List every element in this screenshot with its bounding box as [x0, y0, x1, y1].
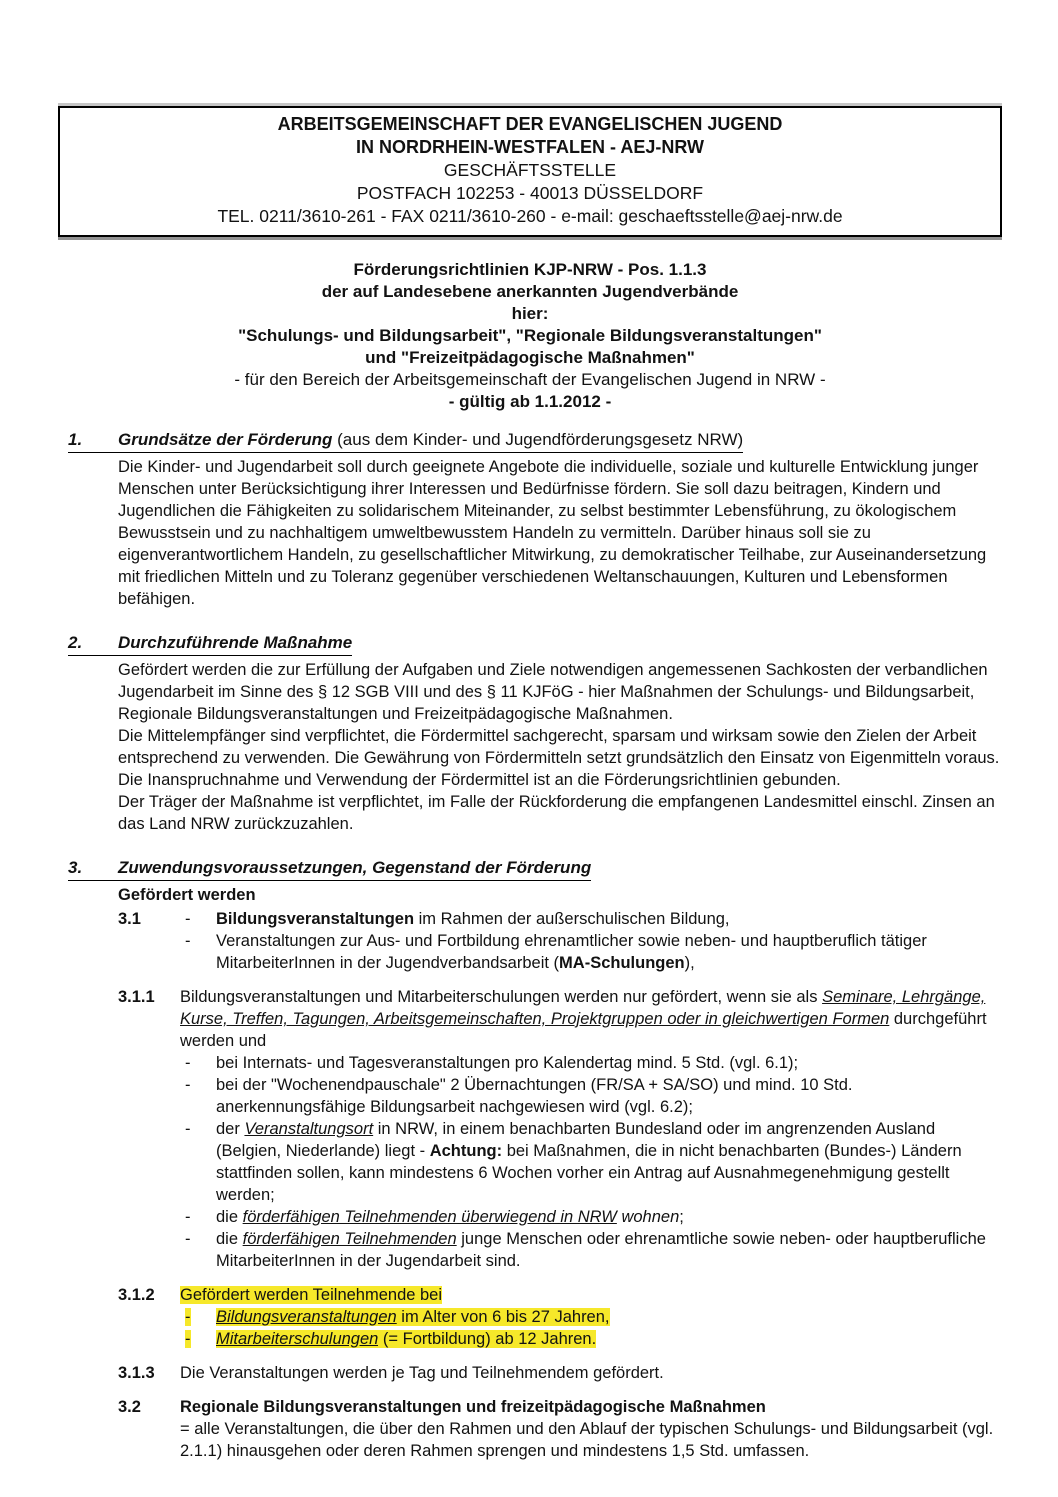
bullet-dash	[180, 1306, 216, 1328]
bullet-dash: -	[185, 932, 191, 950]
section-1-title: Grundsätze der Förderung	[118, 430, 333, 449]
section-1-number: 1.	[68, 430, 83, 449]
subsection-3-2	[118, 1396, 1002, 1462]
bullet-dash: -	[185, 1054, 191, 1072]
bullet-dash-glyph: -	[185, 1308, 191, 1326]
list-item-text	[216, 1206, 1002, 1228]
doc-title-line-2: der auf Landesebene anerkannten Jugendverbände	[321, 282, 739, 301]
subsection-3-1-number: 3.1	[118, 910, 141, 928]
letterhead-org-name: ARBEITSGEMEINSCHAFT DER EVANGELISCHEN JUGEND	[277, 114, 783, 134]
letterhead-box	[58, 106, 1002, 237]
doc-title-block	[58, 259, 1002, 413]
subsection-3-1-1-body	[180, 986, 1002, 1272]
subsection-3-1-2	[118, 1284, 1002, 1350]
section-2-paragraph-2: Die Mittelempfänger sind verpflichtet, die Fördermittel sachgerecht, sparsam und wirksam sowie den Zielen der Arbeit entsprechend zu verwenden. Die Gewährung von Fördermitteln setzt grundsätzlich den Einsatz von Eigenmitteln voraus.	[118, 727, 1000, 767]
list-item-text	[216, 1052, 1002, 1074]
text-segment: ;	[679, 1208, 684, 1226]
section-3-title: Zuwendungsvoraussetzungen, Gegenstand der Förderung	[118, 858, 592, 877]
text-segment: Achtung:	[429, 1142, 503, 1160]
list-item	[180, 1118, 1002, 1206]
section-2-body	[118, 659, 1002, 835]
subsection-3-1-3-text: Die Veranstaltungen werden je Tag und Teilnehmendem gefördert.	[180, 1364, 664, 1382]
section-1-title-suffix: (aus dem Kinder- und Jugendförderungsgesetz NRW)	[332, 430, 744, 449]
list-item	[180, 1228, 1002, 1272]
subsection-3-1-1-number: 3.1.1	[118, 988, 155, 1006]
list-item-text	[216, 1306, 1002, 1328]
section-2-paragraph-4: Der Träger der Maßnahme ist verpflichtet, im Falle der Rückforderung die empfangenen Landesmittel einschl. Zinsen an das Land NRW zurückzuzahlen.	[118, 793, 995, 833]
text-segment: förderfähigen Teilnehmenden überwiegend in NRW	[242, 1208, 617, 1226]
bullet-dash: -	[185, 1208, 191, 1226]
subsection-3-1-3-number: 3.1.3	[118, 1364, 155, 1382]
subsection-3-1-1-list	[180, 1052, 1002, 1272]
text-segment: junge Menschen oder ehrenamtliche sowie neben- oder hauptberufliche MitarbeiterInnen in der Jugendarbeit sind.	[216, 1230, 986, 1270]
section-3-heading-underline	[68, 857, 591, 881]
subsection-3-2-text: = alle Veranstaltungen, die über den Rahmen und den Ablauf der typischen Schulungs- und Bildungsarbeit (vgl. 2.1.1) hinausgehen oder deren Rahmen sprengen und mindestens 1,5 Std. umfassen.	[180, 1420, 994, 1460]
subsection-3-1	[118, 908, 1002, 974]
section-2-paragraph-1: Gefördert werden die zur Erfüllung der Aufgaben und Ziele notwendigen angemessenen Sachkosten der verbandlichen Jugendarbeit im Sinne des § 12 SGB VIII und des § 11 KJFöG - hier Maßnahmen der Schulungs- und Bildungsarbeit, Regionale Bildungsveranstaltungen und Freizeitpädagogische Maßnahmen.	[118, 661, 988, 723]
text-segment: förderfähigen Teilnehmenden	[242, 1230, 457, 1248]
text-segment: die	[216, 1230, 243, 1248]
list-item	[180, 908, 1002, 930]
section-2-number: 2.	[68, 633, 83, 652]
list-item-text	[216, 1074, 1002, 1118]
text-segment: (= Fortbildung) ab 12 Jahren.	[378, 1330, 597, 1348]
text-segment: MA-Schulungen	[559, 954, 685, 972]
doc-title-line-5: und "Freizeitpädagogische Maßnahmen"	[365, 348, 695, 367]
text-segment: der	[216, 1120, 245, 1138]
list-item	[180, 1052, 1002, 1074]
section-2	[68, 632, 1002, 835]
list-item-highlighted	[180, 1328, 1002, 1350]
bullet-dash-glyph: -	[185, 1330, 191, 1348]
subsection-3-2-body	[180, 1396, 1002, 1462]
bullet-dash: -	[185, 1120, 191, 1138]
letterhead-address: POSTFACH 102253 - 40013 DÜSSELDORF	[356, 183, 704, 203]
letterhead-office: GESCHÄFTSSTELLE	[443, 160, 617, 180]
bullet-dash: -	[185, 1230, 191, 1248]
highlighted-text: Gefördert werden Teilnehmende bei	[180, 1286, 443, 1304]
subsection-3-1-1	[118, 986, 1002, 1272]
section-3-intro: Gefördert werden	[118, 886, 256, 904]
list-item-text	[216, 1228, 1002, 1272]
text-segment: Bildungsveranstaltungen	[216, 1308, 397, 1326]
text-segment: durchgeführt werden und	[180, 1010, 987, 1050]
list-item-text	[216, 1328, 1002, 1350]
text-segment: in NRW, in einem benachbarten Bundesland oder im angrenzenden Ausland (Belgien, Niederlande) liegt -	[216, 1120, 936, 1160]
text-segment: im Rahmen der außerschulischen Bildung,	[414, 910, 730, 928]
subsection-3-1-2-list	[180, 1306, 1002, 1350]
text-segment: im Alter von 6 bis 27 Jahren,	[396, 1308, 610, 1326]
section-1-paragraph: Die Kinder- und Jugendarbeit soll durch geeignete Angebote die individuelle, soziale und kulturelle Entwicklung junger Menschen unter Berücksichtigung ihrer Interessen und Bedürfnisse fördern. Sie soll dazu beitragen, Kindern und Jugendlichen die Fähigkeiten zu solidarischem Miteinander, zu selbst bestimmter Lebensführung, zu ökologischem Bewusstsein und zu nachhaltigem umweltbewusstem Handeln zu vermitteln. Darüber hinaus soll sie zu eigenverantwortlichem Handeln, zu gesellschaftlicher Mitwirkung, zu demokratischer Teilhabe, zur Auseinandersetzung mit friedlichen Mitteln und zu Toleranz gegenüber verschiedenen Weltanschauungen, Kulturen und Lebensformen befähigen.	[118, 458, 987, 608]
list-item-text	[216, 930, 1002, 974]
doc-title-scope: - für den Bereich der Arbeitsgemeinschaft der Evangelischen Jugend in NRW -	[234, 370, 826, 389]
text-segment: Seminare, Lehrgänge, Kurse, Treffen, Tagungen, Arbeitsgemeinschaften, Projektgruppen oder in gleichwertigen Formen	[180, 988, 986, 1028]
list-item-highlighted	[180, 1306, 1002, 1328]
text-segment: bei Maßnahmen, die in nicht benachbarten (Bundes-) Ländern stattfinden sollen, kann mindestens 6 Wochen vorher ein Antrag auf Ausnahmegenehmigung gestellt werden;	[216, 1142, 962, 1204]
bullet-dash: -	[185, 1076, 191, 1094]
subsection-3-1-2-number: 3.1.2	[118, 1286, 155, 1304]
section-2-heading-underline	[68, 632, 352, 656]
subsection-3-1-list	[180, 908, 1002, 974]
list-item-text	[216, 908, 1002, 930]
subsection-3-2-title: Regionale Bildungsveranstaltungen und freizeitpädagogische Maßnahmen	[180, 1398, 766, 1416]
list-item-text	[216, 1118, 1002, 1206]
doc-title-validity: - gültig ab 1.1.2012 -	[448, 392, 612, 411]
text-segment: die	[216, 1208, 243, 1226]
bullet-dash	[180, 1328, 216, 1350]
list-item	[180, 930, 1002, 974]
letterhead-contact: TEL. 0211/3610-261 - FAX 0211/3610-260 - e-mail: geschaeftsstelle@aej-nrw.de	[217, 206, 843, 226]
text-segment: bei Internats- und Tagesveranstaltungen pro Kalendertag mind. 5 Std. (vgl. 6.1);	[216, 1054, 799, 1072]
section-3-body	[118, 884, 1002, 1462]
text-segment: Bildungsveranstaltungen und Mitarbeiterschulungen werden nur gefördert, wenn sie als	[180, 988, 823, 1006]
text-segment: Veranstaltungsort	[244, 1120, 374, 1138]
subsection-3-1-2-body	[180, 1284, 1002, 1350]
section-1-heading-underline	[68, 429, 743, 453]
section-1	[68, 429, 1002, 610]
doc-title-line-3: hier:	[511, 304, 549, 323]
subsection-3-1-1-intro	[180, 986, 1002, 1052]
section-2-heading	[68, 632, 1002, 656]
text-segment: Mitarbeiterschulungen	[216, 1330, 379, 1348]
section-3-heading	[68, 857, 1002, 881]
subsection-3-1-3	[118, 1362, 1002, 1384]
doc-title-line-1: Förderungsrichtlinien KJP-NRW - Pos. 1.1.3	[353, 260, 707, 279]
list-item	[180, 1074, 1002, 1118]
subsection-3-1-2-intro	[180, 1284, 1002, 1306]
text-segment: Bildungsveranstaltungen	[216, 910, 415, 928]
text-segment: bei der "Wochenendpauschale" 2 Übernachtungen (FR/SA + SA/SO) und mind. 10 Std. anerkennungsfähige Bildungsarbeit nachgewiesen wird (vgl. 6.2);	[216, 1076, 853, 1116]
doc-title-line-4: "Schulungs- und Bildungsarbeit", "Regionale Bildungsveranstaltungen"	[238, 326, 822, 345]
text-segment: Veranstaltungen zur Aus- und Fortbildung ehrenamtlicher sowie neben- und hauptberuflich tätiger MitarbeiterInnen in der Jugendverbandsarbeit (	[216, 932, 927, 972]
section-2-paragraph-3: Die Inanspruchnahme und Verwendung der Fördermittel ist an die Förderungsrichtlinien gebunden.	[118, 771, 841, 789]
section-1-body	[118, 456, 1002, 610]
section-1-heading	[68, 429, 1002, 453]
section-3-number: 3.	[68, 858, 83, 877]
text-segment: wohnen	[621, 1208, 680, 1226]
list-item	[180, 1206, 1002, 1228]
bullet-dash: -	[185, 910, 191, 928]
section-2-title: Durchzuführende Maßnahme	[118, 633, 353, 652]
letterhead-org-region: IN NORDRHEIN-WESTFALEN - AEJ-NRW	[356, 137, 704, 157]
section-3	[68, 857, 1002, 1462]
text-segment: ),	[684, 954, 695, 972]
subsection-3-2-number: 3.2	[118, 1398, 141, 1416]
